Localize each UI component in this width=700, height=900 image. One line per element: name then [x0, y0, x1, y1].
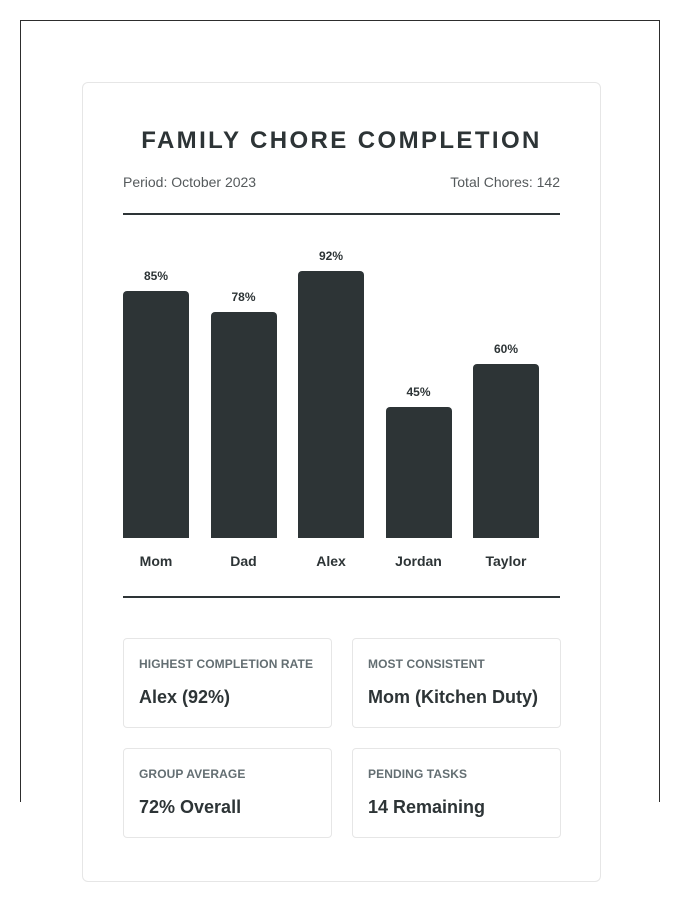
category-label: Alex [316, 553, 346, 569]
stat-card-highest [123, 638, 332, 728]
bar-value-label: 85% [143, 269, 169, 283]
report-meta [123, 174, 560, 190]
category-label: Dad [230, 553, 257, 569]
divider-top [123, 213, 560, 215]
bar-fill [123, 291, 189, 538]
stat-card-most-consistent [352, 638, 561, 728]
bar-jordan [386, 233, 452, 538]
category-label: Taylor [485, 553, 527, 569]
bar-dad [211, 233, 277, 538]
category-label: Mom [139, 553, 173, 569]
category-label: Jordan [395, 553, 442, 569]
bar-value-label: 45% [406, 385, 431, 399]
bar-fill [386, 407, 452, 538]
stat-value: 72% Overall [139, 797, 242, 817]
page-frame [20, 20, 660, 817]
bar-value-label: 60% [493, 342, 519, 356]
stat-label: PENDING TASKS [368, 767, 468, 781]
stat-card-group-average [123, 748, 332, 838]
chore-report-card [82, 82, 601, 882]
bar-fill [298, 271, 364, 538]
bar-fill [211, 312, 277, 538]
bar-taylor [473, 233, 539, 538]
bar-mom [123, 233, 189, 538]
bar-chart [123, 233, 561, 538]
stat-value: Alex (92%) [139, 687, 231, 707]
stat-label: GROUP AVERAGE [139, 767, 246, 781]
total-chores-label: Total Chores: 142 [450, 174, 560, 190]
bar-value-label: 78% [231, 290, 256, 304]
stat-value: Mom (Kitchen Duty) [368, 687, 538, 707]
period-label: Period: October 2023 [123, 174, 257, 190]
bar-alex [298, 233, 364, 538]
bar-fill [473, 364, 539, 538]
divider-bottom [123, 596, 560, 598]
stat-value: 14 Remaining [368, 797, 486, 817]
page-title: FAMILY CHORE COMPLETION [141, 127, 542, 154]
stat-label: HIGHEST COMPLETION RATE [139, 657, 314, 671]
bar-value-label: 92% [318, 249, 344, 263]
stat-label: MOST CONSISTENT [368, 657, 485, 671]
stat-card-pending-tasks [352, 748, 561, 838]
